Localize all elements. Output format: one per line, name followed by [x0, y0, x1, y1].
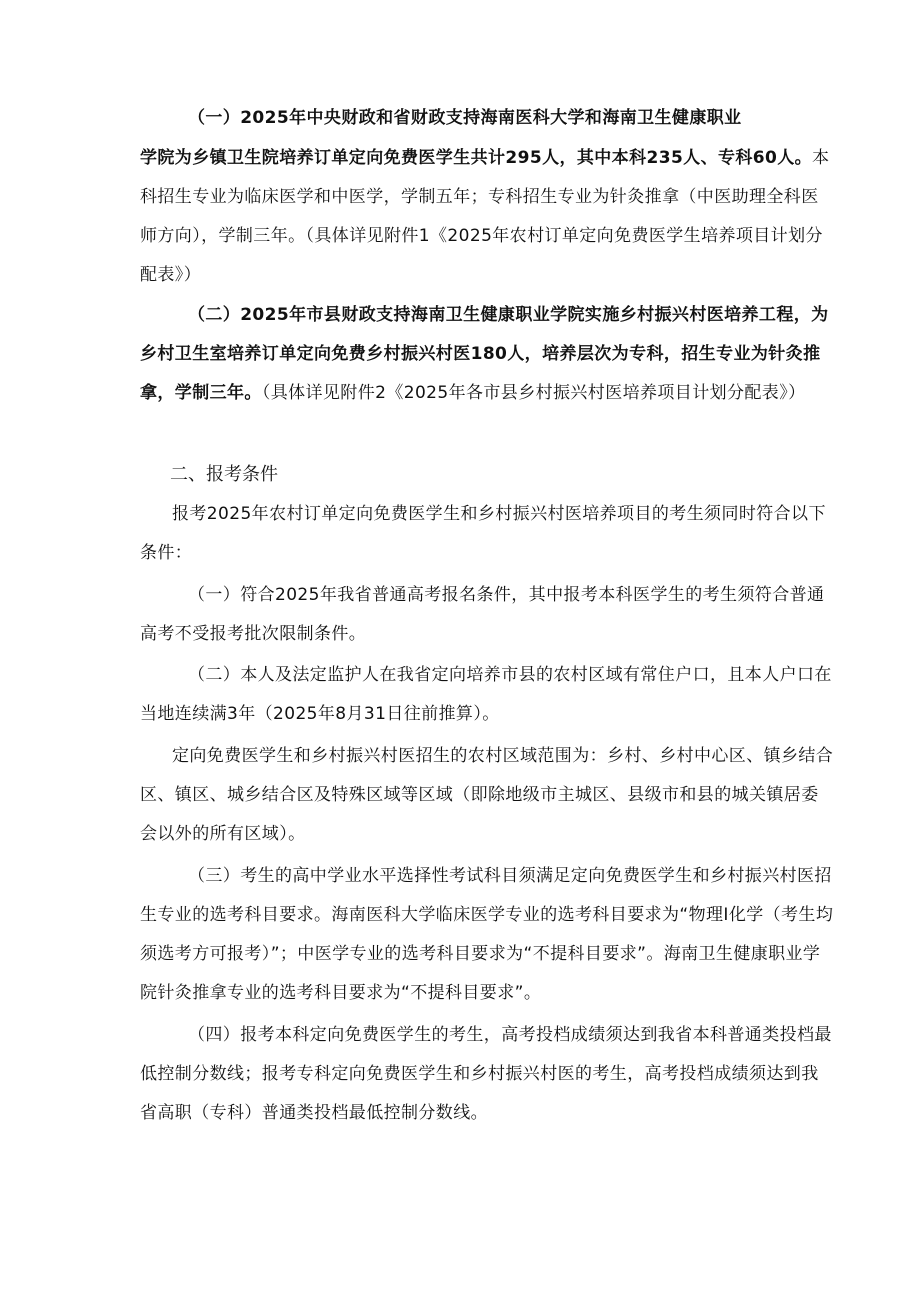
section-heading-2: 二、报考条件	[170, 464, 278, 485]
para-2-bold: （二）2025年市县财政支持海南卫生健康职业学院实施乡村振兴村医培养工程，为乡村卫生室培养订单定向免费乡村振兴村医180人，培养层次为专科，招生专业为针灸推拿，学制三年。	[140, 305, 829, 403]
para-2-normal: （具体详见附件2《2025年各市县乡村振兴村医培养项目计划分配表》）	[261, 383, 806, 403]
para-3: 报考2025年农村订单定向免费医学生和乡村振兴村医培养项目的考生须同时符合以下条件：	[140, 504, 826, 563]
para-6: 定向免费医学生和乡村振兴村医招生的农村区域范围为：乡村、乡村中心区、镇乡结合区、镇区、城乡结合区及特殊区域等区域（即除地级市主城区、县级市和县的城关镇居委会以外的所有区域）。	[140, 746, 834, 844]
para-2	[140, 296, 835, 413]
para-7: （三）考生的高中学业水平选择性考试科目须满足定向免费医学生和乡村振兴村医招生专业的选考科目要求。海南医科大学临床医学专业的选考科目要求为“物理I化学（考生均须选考方可报考）”；中医学专业的选考科目要求为“不提科目要求”。海南卫生健康职业学院针灸推拿专业的选考科目要求为“不提科目要求”。	[140, 866, 834, 1003]
para-4: （一）符合2025年我省普通高考报名条件，其中报考本科医学生的考生须符合普通高考不受报考批次限制条件。	[140, 585, 825, 644]
para-5: （二）本人及法定监护人在我省定向培养市县的农村区域有常住户口，且本人户口在当地连续满3年（2025年8月31日往前推算）。	[140, 665, 832, 724]
para-8: （四）报考本科定向免费医学生的考生，高考投档成绩须达到我省本科普通类投档最低控制分数线；报考专科定向免费医学生和乡村振兴村医的考生，高考投档成绩须达到我省高职（专科）普通类投档最低控制分数线。	[140, 1025, 832, 1123]
para-1-normal: 本科招生专业为临床医学和中医学，学制五年；专科招生专业为针灸推拿（中医助理全科医师方向），学制三年。（具体详见附件1《2025年农村订单定向免费医学生培养项目计划分配表》）	[140, 148, 830, 285]
para-1-bold-line-2: 学院为乡镇卫生院培养订单定向免费医学生共计295人，其中本科235人、专科60人。	[140, 148, 813, 168]
para-1	[140, 139, 835, 295]
para-1-bold-line-1: （一）2025年中央财政和省财政支持海南医科大学和海南卫生健康职业	[188, 108, 742, 128]
